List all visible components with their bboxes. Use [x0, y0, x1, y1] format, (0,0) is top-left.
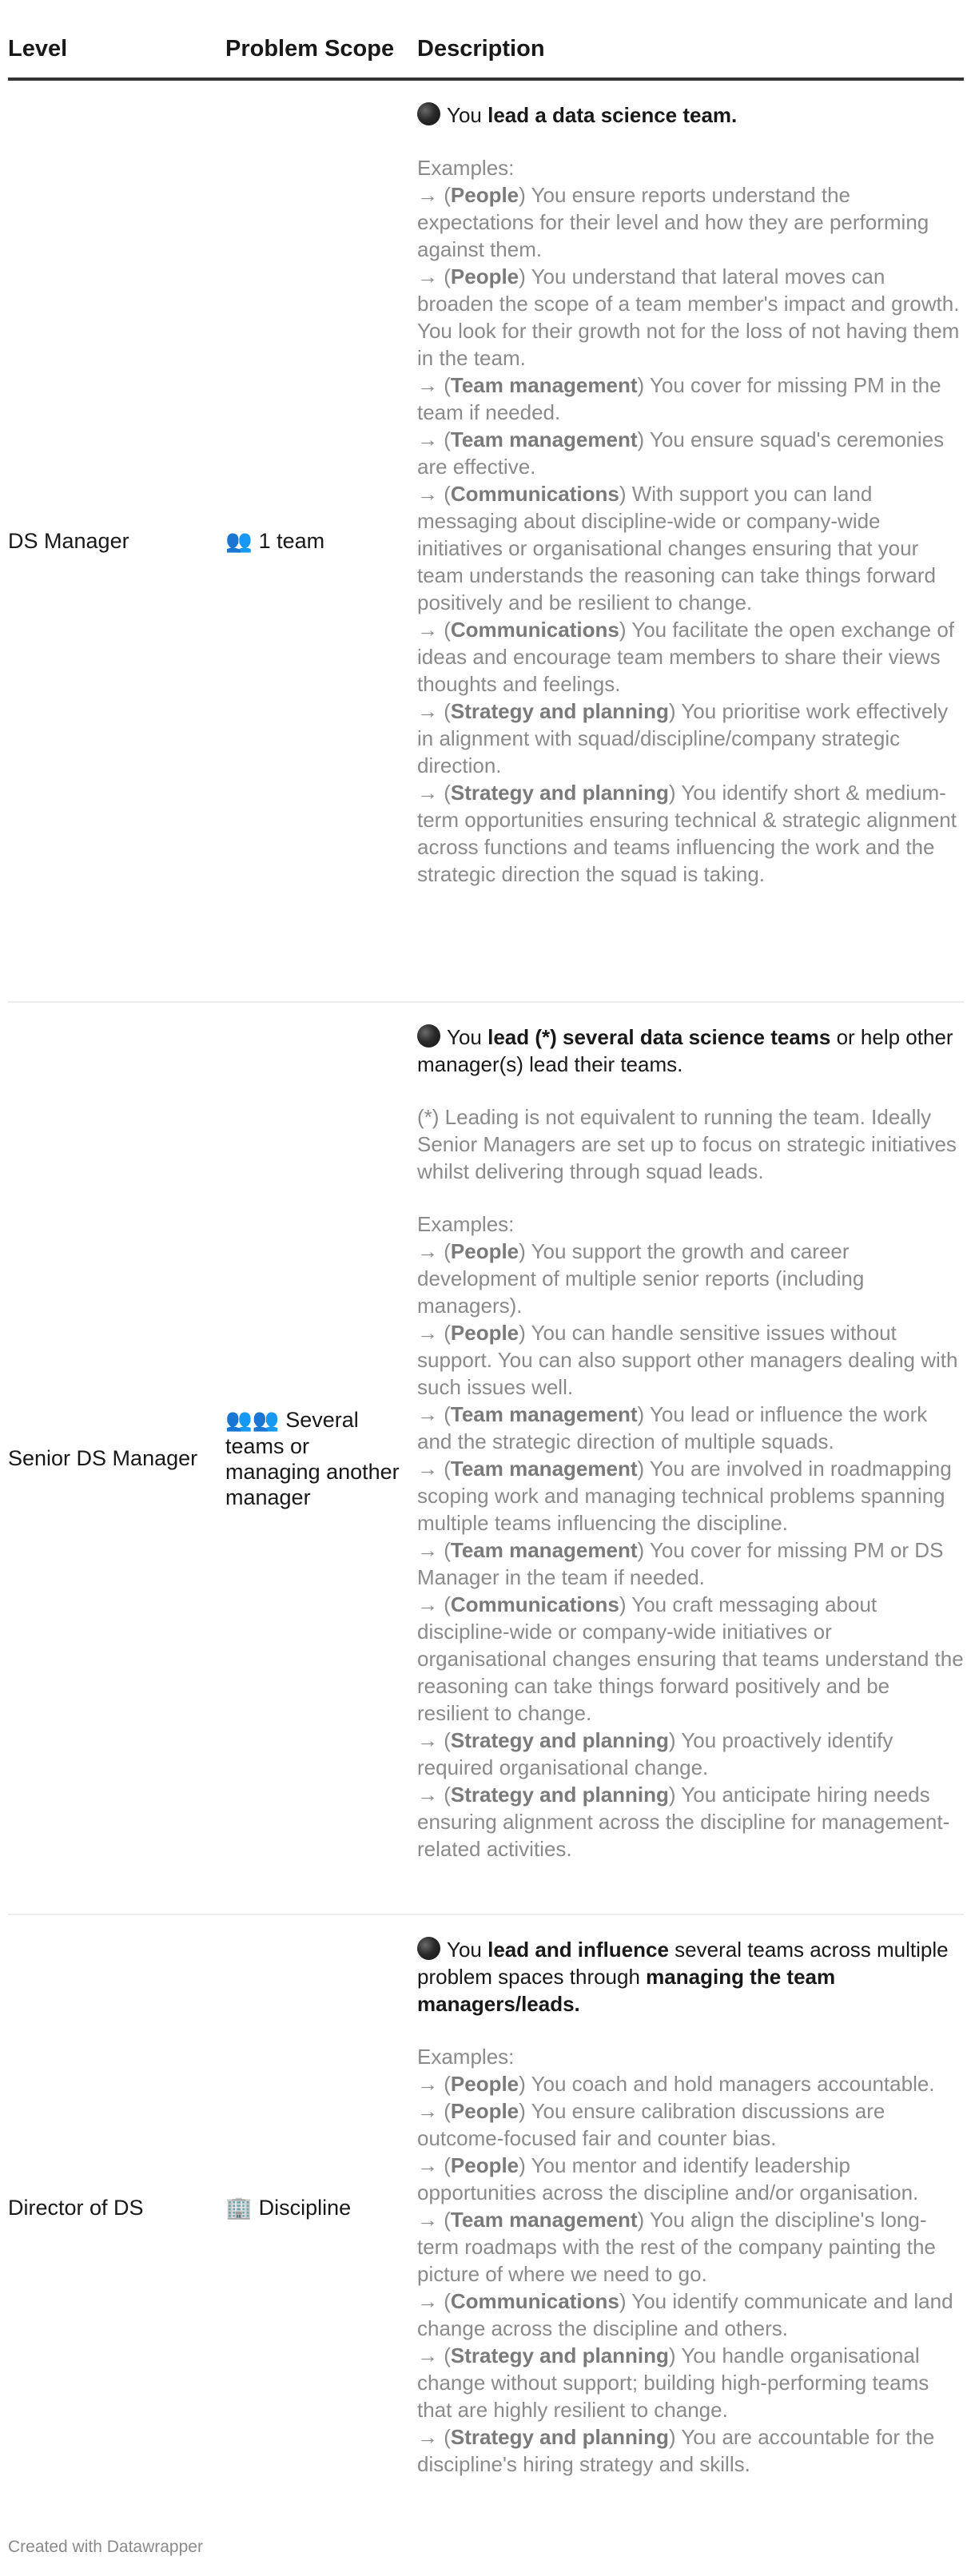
example-item	[417, 1238, 964, 1319]
level-cell: DS Manager	[8, 79, 225, 1002]
lead-segment: lead (*) several data science teams	[488, 1025, 831, 1049]
example-text: You ensure reports understand the expectations for their level and how they are performing against them.	[417, 183, 929, 261]
example-item	[417, 1319, 964, 1401]
scope-text: Discipline	[258, 2195, 352, 2220]
scope-cell	[225, 1002, 417, 1914]
lead-segment: You	[447, 1938, 488, 1962]
examples-label: Examples:	[417, 156, 515, 180]
example-paren: )	[619, 482, 632, 506]
example-text: You ensure calibration discussions are outcome-focused fair and counter bias.	[417, 2099, 885, 2150]
example-text: You cover for missing PM in the team if needed.	[417, 373, 941, 424]
datawrapper-credit: Created with Datawrapper	[8, 2538, 203, 2556]
example-category: Communications	[450, 1592, 619, 1616]
arrow-icon: → (	[417, 699, 451, 723]
examples-block	[417, 154, 964, 888]
example-text: You handle organisational change without support; building high-performing teams that are highly resilient to change.	[417, 2343, 929, 2422]
example-text: You mentor and identify leadership opportunities across the discipline and/or organisation.	[417, 2153, 919, 2204]
example-paren: )	[668, 1728, 682, 1752]
example-text: You craft messaging about discipline-wide or company-wide initiatives or organisational changes ensuring that teams understand the reasoning can take things forward positively and be resilient to change.	[417, 1592, 964, 1725]
example-item	[417, 2206, 964, 2288]
example-paren: )	[637, 373, 650, 397]
arrow-icon: → (	[417, 1402, 451, 1426]
examples-block	[417, 1210, 964, 1862]
level-cell: Director of DS	[8, 2196, 144, 2220]
example-item	[417, 263, 964, 372]
example-category: Team management	[450, 2208, 638, 2232]
examples-label: Examples:	[417, 2045, 515, 2069]
example-paren: )	[637, 427, 650, 451]
example-category: Team management	[450, 373, 638, 397]
example-paren: )	[519, 1321, 531, 1345]
example-text: You understand that lateral moves can broaden the scope of a team member's impact and growth. You look for their growth not for the loss of not having them in the team.	[417, 264, 960, 370]
scope-text: 1 team	[258, 528, 325, 553]
arrow-icon: → (	[417, 2099, 451, 2123]
example-category: People	[450, 2099, 519, 2123]
lead-segment: managing the team managers/leads.	[417, 1965, 836, 2016]
arrow-icon: → (	[417, 2072, 451, 2096]
example-text: You ensure squad's ceremonies are effective.	[417, 427, 945, 479]
examples-block	[417, 2043, 964, 2478]
example-item	[417, 1591, 964, 1727]
example-category: Strategy and planning	[450, 781, 669, 805]
example-text: You support the growth and career development of multiple senior reports (including managers).	[417, 1239, 865, 1318]
example-item	[417, 1727, 964, 1781]
arrow-icon: → (	[417, 373, 451, 397]
example-text: You align the discipline's long-term roadmaps with the rest of the company painting the picture of where we need to go.	[417, 2208, 936, 2286]
level-cell: Senior DS Manager	[8, 1002, 225, 1914]
example-category: Team management	[450, 1538, 638, 1562]
example-text: You can handle sensitive issues without support. You can also support other managers dealing with such issues well.	[417, 1321, 958, 1399]
example-item	[417, 372, 964, 426]
example-item	[417, 2070, 964, 2097]
example-paren: )	[519, 2072, 531, 2096]
example-category: Team management	[450, 1457, 638, 1481]
table-row	[8, 79, 964, 1002]
example-category: Team management	[450, 1402, 638, 1426]
arrow-icon: → (	[417, 1239, 451, 1263]
example-paren: )	[637, 1402, 650, 1426]
leading-note: (*) Leading is not equivalent to running the team. Ideally Senior Managers are set up to focus on strategic initiatives whilst delivering through squad leads.	[417, 1105, 957, 1183]
people-icon: 👥👥	[225, 1407, 280, 1433]
table-row	[8, 1002, 964, 1914]
example-item	[417, 779, 964, 888]
description-cell	[417, 1002, 964, 1914]
example-text: You lead or influence the work and the strategic direction of multiple squads.	[417, 1402, 928, 1453]
example-text: You anticipate hiring needs ensuring alignment across the discipline for management-related activities.	[417, 1783, 950, 1861]
career-levels-table	[8, 35, 964, 2500]
example-text: You prioritise work effectively in alignment with squad/discipline/company strategic direction.	[417, 699, 949, 777]
description-cell	[417, 79, 964, 1002]
arrow-icon: → (	[417, 2153, 451, 2177]
arrow-icon: → (	[417, 183, 451, 207]
example-paren: )	[637, 1538, 650, 1562]
arrow-icon: → (	[417, 1728, 451, 1752]
example-paren: )	[519, 264, 531, 288]
example-text: You coach and hold managers accountable.	[531, 2072, 935, 2096]
arrow-icon: → (	[417, 781, 451, 805]
scope-cell	[225, 1914, 417, 2500]
example-item	[417, 616, 964, 698]
arrow-icon: → (	[417, 1783, 451, 1807]
example-paren: )	[619, 618, 632, 642]
header-row	[8, 35, 964, 79]
scope-text: Several teams or managing another manager	[225, 1407, 400, 1509]
example-category: People	[450, 1239, 519, 1263]
arrow-icon: → (	[417, 2343, 451, 2367]
black-circle-icon	[417, 1024, 440, 1047]
example-category: People	[450, 1321, 519, 1345]
example-text: With support you can land messaging about discipline-wide or company-wide initiatives or organisational changes ensuring that your team understands the reasoning can take things forward positively and be resilient to change.	[417, 482, 936, 614]
example-text: You are accountable for the discipline's hiring strategy and skills.	[417, 2425, 935, 2476]
arrow-icon: → (	[417, 1592, 451, 1616]
example-paren: )	[668, 699, 682, 723]
lead-summary	[417, 1024, 964, 1078]
people-icon: 👥	[225, 528, 253, 554]
lead-segment: several teams across multiple problem spaces through	[417, 1938, 949, 1989]
example-item	[417, 2152, 964, 2206]
column-header-level[interactable]: Level	[8, 35, 225, 79]
scope-cell	[225, 79, 417, 1002]
example-category: Team management	[450, 427, 638, 451]
example-paren: )	[519, 183, 531, 207]
people-icon: 🏢	[225, 2195, 253, 2220]
example-item	[417, 2097, 964, 2152]
example-paren: )	[519, 2153, 531, 2177]
arrow-icon: → (	[417, 1538, 451, 1562]
example-paren: )	[619, 1592, 632, 1616]
arrow-icon: → (	[417, 482, 451, 506]
example-item	[417, 1536, 964, 1591]
example-category: People	[450, 183, 519, 207]
example-paren: )	[519, 1239, 531, 1263]
example-paren: )	[519, 2099, 531, 2123]
lead-segment: lead a data science team.	[488, 103, 738, 127]
arrow-icon: → (	[417, 2425, 451, 2449]
example-category: People	[450, 264, 519, 288]
example-item	[417, 1401, 964, 1455]
example-text: You cover for missing PM or DS Manager in the team if needed.	[417, 1538, 944, 1589]
arrow-icon: → (	[417, 2208, 451, 2232]
example-text: You identify communicate and land change across the discipline and others.	[417, 2289, 953, 2340]
description-cell	[417, 1914, 964, 2500]
example-category: Strategy and planning	[450, 2343, 669, 2367]
arrow-icon: → (	[417, 264, 451, 288]
lead-segment: You	[447, 103, 488, 127]
arrow-icon: → (	[417, 427, 451, 451]
arrow-icon: → (	[417, 2289, 451, 2313]
example-item	[417, 2423, 964, 2478]
table-row	[8, 1914, 964, 2500]
examples-label: Examples:	[417, 1212, 515, 1236]
lead-segment: You	[447, 1025, 488, 1049]
example-category: Communications	[450, 482, 619, 506]
example-paren: )	[637, 2208, 650, 2232]
example-category: Strategy and planning	[450, 699, 669, 723]
example-item	[417, 181, 964, 263]
lead-summary	[417, 101, 964, 129]
example-paren: )	[668, 2343, 682, 2367]
example-item	[417, 1455, 964, 1536]
example-paren: )	[668, 1783, 682, 1807]
lead-segment: or help other manager(s) lead their teams.	[417, 1025, 953, 1076]
example-text: You facilitate the open exchange of ideas and encourage team members to share their views thoughts and feelings.	[417, 618, 955, 696]
example-item	[417, 1781, 964, 1862]
example-paren: )	[619, 2289, 632, 2313]
example-item	[417, 698, 964, 779]
column-header-description[interactable]: Description	[417, 35, 964, 79]
example-category: Strategy and planning	[450, 1728, 669, 1752]
example-text: You proactively identify required organisational change.	[417, 1728, 893, 1779]
example-category: Strategy and planning	[450, 2425, 669, 2449]
arrow-icon: → (	[417, 618, 451, 642]
black-circle-icon	[417, 1937, 440, 1960]
example-item	[417, 480, 964, 616]
arrow-icon: → (	[417, 1321, 451, 1345]
example-category: People	[450, 2153, 519, 2177]
example-category: Communications	[450, 2289, 619, 2313]
example-category: Strategy and planning	[450, 1783, 669, 1807]
example-item	[417, 426, 964, 480]
lead-summary	[417, 1936, 964, 2017]
example-paren: )	[637, 1457, 650, 1481]
column-header-scope[interactable]: Problem Scope	[225, 35, 417, 79]
example-item	[417, 2342, 964, 2423]
arrow-icon: → (	[417, 1457, 451, 1481]
example-category: People	[450, 2072, 519, 2096]
black-circle-icon	[417, 102, 440, 125]
example-item	[417, 2288, 964, 2342]
example-text: You identify short & medium-term opportunities ensuring technical & strategic alignment across functions and teams influencing the work and the strategic direction the squad is taking.	[417, 781, 957, 886]
example-paren: )	[668, 781, 682, 805]
example-paren: )	[668, 2425, 682, 2449]
example-text: You are involved in roadmapping scoping work and managing technical problems spanning multiple teams influencing the discipline.	[417, 1457, 952, 1535]
example-category: Communications	[450, 618, 619, 642]
lead-segment: lead and influence	[488, 1938, 669, 1962]
